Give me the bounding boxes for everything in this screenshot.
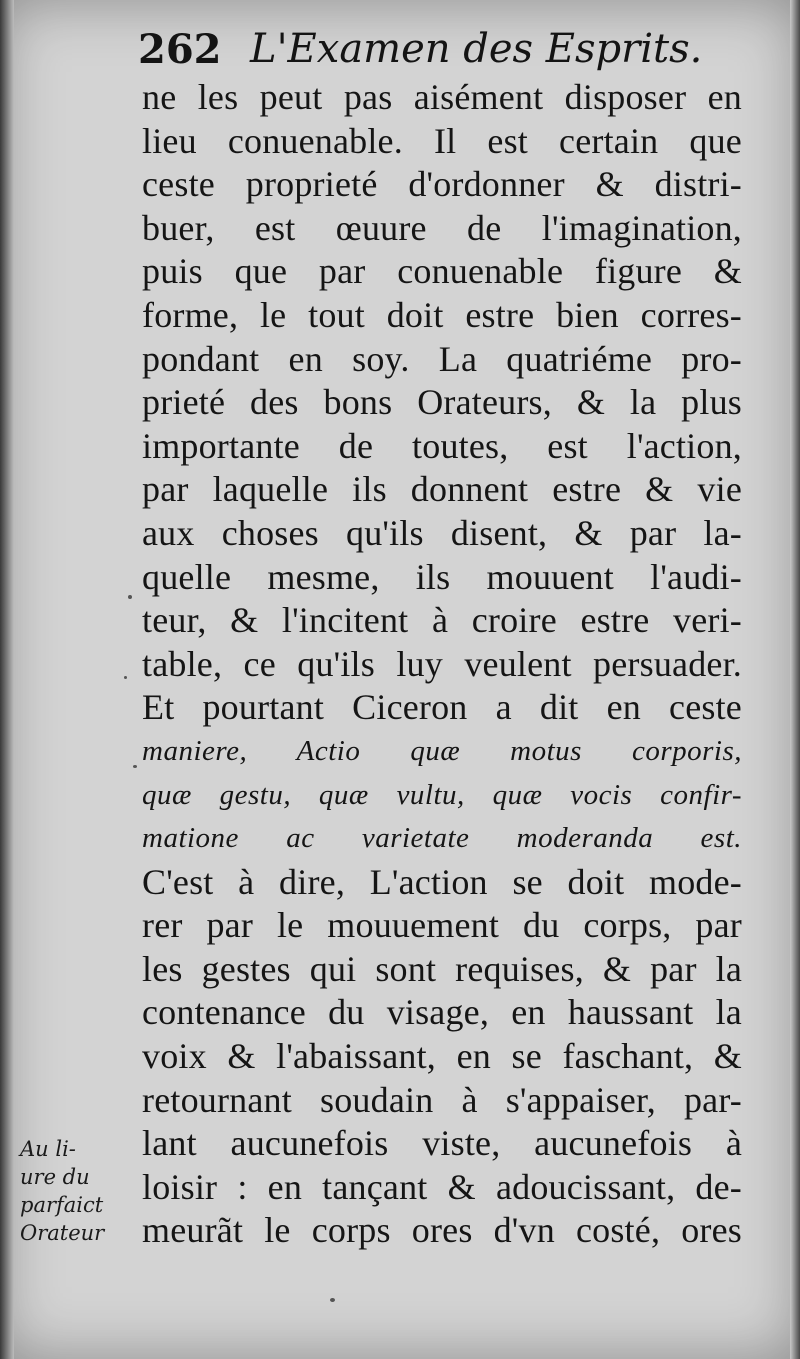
text-line: Et pourtant Ciceron a dit en ceste [142,687,742,728]
margin-note-line: Orateur [20,1221,105,1245]
text-line: lieu conuenable. Il est certain que [142,120,742,161]
text-line: voix & l'abaissant, en se faschant, & [142,1036,742,1077]
latin-quote-line: quæ gestu, quæ vultu, quæ vocis confir- [142,778,742,811]
text-line: contenance du visage, en haussant la [142,992,742,1033]
text-line: rer par le mouuement du corps, par [142,905,742,946]
paper-speck [124,676,127,679]
text-line: quelle mesme, ils mouuent l'audi- [142,556,742,597]
text-line: prieté des bons Orateurs, & la plus [142,382,742,423]
paper-speck [133,765,137,768]
page-edge-left [0,0,14,1359]
text-line: teur, & l'incitent à croire estre veri- [142,600,742,641]
margin-note-line: Au li- [20,1137,76,1161]
paper-speck [330,1298,335,1302]
text-line: ceste proprieté d'ordonner & distri- [142,164,742,205]
text-line: puis que par conuenable figure & [142,251,742,292]
running-head: L'Examen des Esprits. [250,26,703,72]
text-line: loisir : en tançant & adoucissant, de- [142,1166,742,1207]
margin-note-line: ure du [20,1165,90,1189]
text-line: forme, le tout doit estre bien corres- [142,294,742,335]
text-line: par laquelle ils donnent estre & vie [142,469,742,510]
page-edge-right [790,0,800,1359]
page-header [138,16,703,76]
body-text [142,76,742,1253]
text-line: importante de toutes, est l'action, [142,425,742,466]
latin-quote-line: matione ac varietate moderanda est. [142,822,742,855]
latin-quote-line: maniere, Actio quæ motus corporis, [142,734,742,767]
text-line: buer, est œuure de l'imagination, [142,207,742,248]
margin-note-line: parfaict [20,1193,104,1217]
text-line: table, ce qu'ils luy veulent persuader. [142,643,742,684]
text-line: ne les peut pas aisément disposer en [142,77,742,117]
text-line: pondant en soy. La quatriéme pro- [142,338,742,379]
paper-speck [128,595,132,599]
page-number: 262 [138,26,222,73]
text-line: retournant soudain à s'appaiser, par- [142,1079,742,1120]
text-line: lant aucunefois viste, aucunefois à [142,1123,742,1164]
text-line: les gestes qui sont requises, & par la [142,948,742,989]
text-line: C'est à dire, L'action se doit mode- [142,861,742,902]
margin-note [20,1135,138,1247]
text-line: meurãt le corps ores d'vn costé, ores [142,1210,742,1251]
text-line: aux choses qu'ils disent, & par la- [142,512,742,553]
